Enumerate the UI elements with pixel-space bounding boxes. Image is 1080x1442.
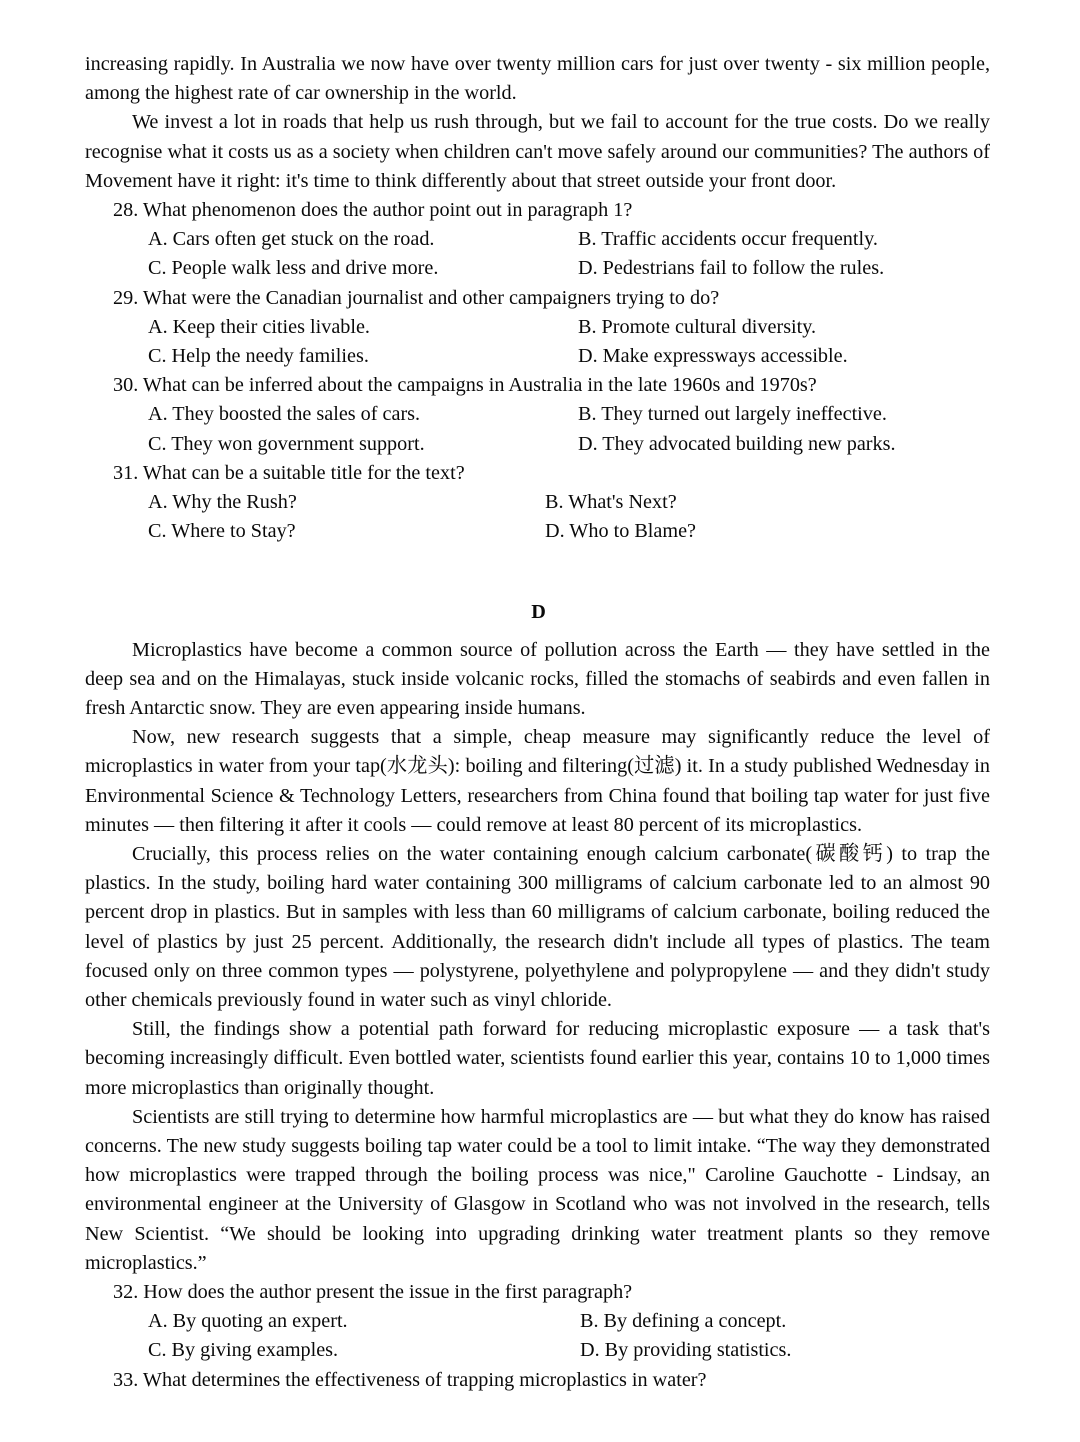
question-31: [85, 459, 990, 547]
question-32-stem: 32. How does the author present the issue in the first paragraph?: [113, 1281, 633, 1303]
question-30-option-row-ab: [148, 400, 990, 429]
question-29: [85, 284, 990, 372]
question-32-option-row-ab: [148, 1307, 990, 1336]
question-28-stem: 28. What phenomenon does the author point out in paragraph 1?: [113, 199, 633, 222]
question-29-options: [85, 313, 990, 371]
question-29-option-row-ab: [148, 313, 990, 342]
passage-d-paragraph-4: Still, the findings show a potential path forward for reducing microplastic exposure — a task that's becoming increasingly difficult. Even bottled water, scientists found earlier this year, contains 10 to 1,000 times more microplastics than originally thought.: [85, 1018, 990, 1099]
question-32-option-b[interactable]: B. By defining a concept.: [580, 1310, 787, 1333]
question-31-option-a[interactable]: A. Why the Rush?: [148, 490, 297, 513]
question-31-option-c[interactable]: C. Where to Stay?: [148, 520, 296, 543]
question-33: [85, 1366, 990, 1395]
passage-d-paragraph-5: Scientists are still trying to determine how harmful microplastics are — but what they do know has raised concerns. The new study suggests boiling tap water could be a tool to limit intake. “The way they demonstrated how microplastics were trapped through the boiling process was nice," Caroline Gauchotte - Lindsay, an environmental engineer at the University of Glasgow in Scotland who was not involved in the research, tells New Scientist. “We should be looking into upgrading drinking water treatment plants so they remove microplastics.”: [85, 1105, 990, 1274]
question-29-option-c[interactable]: C. Help the needy families.: [148, 344, 369, 367]
question-30-option-a[interactable]: A. They boosted the sales of cars.: [148, 403, 421, 426]
passage-d-paragraph-1: Microplastics have become a common source of pollution across the Earth — they have settled in the deep sea and on the Himalayas, stuck inside volcanic rocks, filled the stomachs of seabirds and even fallen in fresh Antarctic snow. They are even appearing inside humans.: [85, 638, 990, 719]
question-29-option-b[interactable]: B. Promote cultural diversity.: [578, 315, 817, 338]
question-28-option-d[interactable]: D. Pedestrians fail to follow the rules.: [578, 257, 885, 280]
section-gap-top: [85, 546, 990, 598]
question-30-option-d[interactable]: D. They advocated building new parks.: [578, 432, 896, 455]
question-29-stem: 29. What were the Canadian journalist and other campaigners trying to do?: [113, 286, 720, 309]
section-d-heading: D: [531, 601, 546, 624]
question-28-option-row-ab: [148, 225, 990, 254]
question-29-option-a[interactable]: A. Keep their cities livable.: [148, 315, 370, 338]
question-29-option-row-cd: [148, 342, 990, 371]
page-body-column: [85, 50, 990, 1395]
question-32: [85, 1278, 990, 1366]
question-28-option-a[interactable]: A. Cars often get stuck on the road.: [148, 228, 435, 251]
question-28-options: [85, 225, 990, 283]
question-32-option-row-cd: [148, 1336, 990, 1365]
question-31-option-b[interactable]: B. What's Next?: [545, 490, 677, 513]
question-32-option-a[interactable]: A. By quoting an expert.: [148, 1310, 348, 1333]
question-31-stem: 31. What can be a suitable title for the text?: [113, 461, 465, 484]
passage-c-paragraph-final: We invest a lot in roads that help us rush through, but we fail to account for the true costs. Do we really recognise what it costs us as a society when children can't move safely around our communities? The authors of Movement have it right: it's time to think differently about that street outside your front door.: [85, 111, 990, 192]
question-28-option-row-cd: [148, 254, 990, 283]
section-gap-bottom: [85, 628, 990, 636]
passage-d-paragraph-3: Crucially, this process relies on the water containing enough calcium carbonate(碳酸钙) to trap the plastics. In the study, boiling hard water containing 300 milligrams of calcium carbonate led to an almost 90 percent drop in plastics. But in samples with less than 60 milligrams of calcium carbonate, boiling reduced the level of plastics by just 25 percent. Additionally, the research didn't include all types of plastics. The team focused only on three common types — polystyrene, polyethylene and polypropylene — and they didn't study other chemicals previously found in water such as vinyl chloride.: [85, 842, 990, 1011]
question-32-options: [85, 1307, 990, 1365]
question-31-option-d[interactable]: D. Who to Blame?: [545, 520, 697, 543]
question-30-options: [85, 400, 990, 458]
question-31-options: [85, 488, 990, 546]
question-28: [85, 196, 990, 284]
question-29-option-d[interactable]: D. Make expressways accessible.: [578, 344, 848, 367]
question-32-option-c[interactable]: C. By giving examples.: [148, 1339, 339, 1362]
question-28-option-b[interactable]: B. Traffic accidents occur frequently.: [578, 228, 878, 251]
question-31-option-row-cd: [148, 517, 990, 546]
question-30-option-row-cd: [148, 430, 990, 459]
question-30: [85, 371, 990, 459]
question-32-option-d[interactable]: D. By providing statistics.: [580, 1339, 792, 1362]
question-30-option-c[interactable]: C. They won government support.: [148, 432, 425, 455]
passage-c-paragraph-continued: increasing rapidly. In Australia we now have over twenty million cars for just over twenty - six million people, among the highest rate of car ownership in the world.: [85, 53, 990, 105]
question-30-option-b[interactable]: B. They turned out largely ineffective.: [578, 403, 887, 426]
passage-d-paragraph-2: Now, new research suggests that a simple, cheap measure may significantly reduce the level of microplastics in water from your tap(水龙头): boiling and filtering(过滤) it. In a study published Wednesday in Environmental Science & Technology Letters, researchers from China found that boiling tap water for just five minutes — then filtering it after it cools — could remove at least 80 percent of its microplastics.: [85, 726, 990, 836]
question-33-stem: 33. What determines the effectiveness of trapping microplastics in water?: [113, 1368, 707, 1391]
question-30-stem: 30. What can be inferred about the campaigns in Australia in the late 1960s and 1970s?: [113, 374, 817, 397]
question-28-option-c[interactable]: C. People walk less and drive more.: [148, 257, 439, 280]
question-31-option-row-ab: [148, 488, 990, 517]
